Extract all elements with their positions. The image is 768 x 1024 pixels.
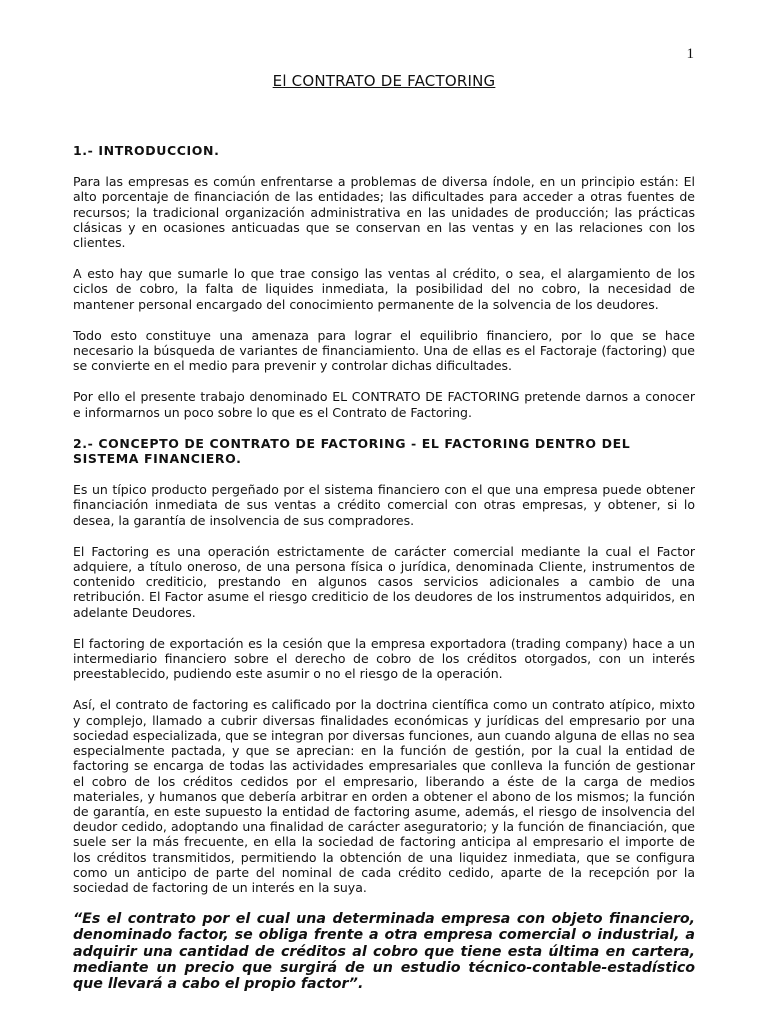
paragraph: Es un típico producto pergeñado por el sistema financiero con el que una empresa puede obtener financiación inmediata de sus ventas a crédito comercial con otras empresas, y obtener, si lo desea, la garantía de insolvencia de sus compradores. xyxy=(73,482,695,528)
paragraph: Para las empresas es común enfrentarse a problemas de diversa índole, en un principio están: El alto porcentaje de financiación de las entidades; las dificultades para acceder a otras fuentes de recursos; la tradicional organización administrativa en las unidades de producción; las prácticas clásicas y en ocasiones anticuadas que se conservan en las ventas y en las relaciones con los clientes. xyxy=(73,174,695,251)
document-body xyxy=(73,143,695,992)
paragraph: El factoring de exportación es la cesión que la empresa exportadora (trading company) hace a un intermediario financiero sobre el derecho de cobro de los créditos otorgados, con un interés preestablecido, pudiendo este asumir o no el riesgo de la operación. xyxy=(73,635,695,682)
paragraph: Así, el contrato de factoring es calificado por la doctrina científica como un contrato atípico, mixto y complejo, llamado a cubrir diversas finalidades económicas y jurídicas del empresario por una sociedad especializada, que se integran por diversas funciones, aun cuando alguna de ellas no sea especialmente pactada, y que se aprecian: en la función de gestión, por la cual la entidad de factoring se encarga de todas las actividades empresariales que conlleva la función de gestionar el cobro de los créditos cedidos por el empresario, liberando a éste de la carga de medios materiales, y humanos que debería arbitrar en orden a obtener el abono de los mismos; la función de garantía, en este supuesto la entidad de factoring asume, además, el riesgo de insolvencia del deudor cedido, adoptando una finalidad de carácter aseguratorio; y la función de financiación, que suele ser la más frecuente, en ella la sociedad de factoring anticipa al empresario el importe de los créditos transmitidos, permitiendo la obtención de una liquidez inmediata, que se configura como un anticipo de parte del nominal de cada crédito cedido, aparte de la recepción por la sociedad de factoring de un interés en la suya. xyxy=(73,697,695,895)
paragraph: Todo esto constituye una amenaza para lograr el equilibrio financiero, por lo que se hace necesario la búsqueda de variantes de financiamiento. Una de ellas es el Factoraje (factoring) que se convierte en el medio para prevenir y controlar dichas dificultades. xyxy=(73,327,695,374)
document-title: El CONTRATO DE FACTORING xyxy=(272,72,496,90)
section-heading-concepto: 2.- CONCEPTO DE CONTRATO DE FACTORING - EL FACTORING DENTRO DEL SISTEMA FINANCIERO. xyxy=(73,435,631,467)
paragraph: A esto hay que sumarle lo que trae consigo las ventas al crédito, o sea, el alargamiento de los ciclos de cobro, la falta de liquides inmediata, la posibilidad del no cobro, la necesidad de mantener personal encargado del conocimiento permanente de la solvencia de los deudores. xyxy=(73,266,695,312)
section-heading-introduccion: 1.- INTRODUCCION. xyxy=(73,143,220,158)
paragraph: El Factoring es una operación estrictamente de carácter comercial mediante la cual el Factor adquiere, a título oneroso, de una persona física o jurídica, denominada Cliente, instrumentos de contenido crediticio, prestando en algunos casos servicios adicionales a cambio de una retribución. El Factor asume el riesgo crediticio de los deudores de los instrumentos adquiridos, en adelante Deudores. xyxy=(73,543,695,620)
paragraph: Por ello el presente trabajo denominado EL CONTRATO DE FACTORING pretende darnos a conocer e informarnos un poco sobre lo que es el Contrato de Factoring. xyxy=(73,389,695,420)
definition-quote: “Es el contrato por el cual una determinada empresa con objeto financiero, denominado factor, se obliga frente a otra empresa comercial o industrial, a adquirir una cantidad de créditos al cobro que tiene esta última en cartera, mediante un precio que surgirá de un estudio técnico-contable-estadístico que llevará a cabo el propio factor”. xyxy=(73,911,695,992)
page-number: 1 xyxy=(686,46,694,62)
